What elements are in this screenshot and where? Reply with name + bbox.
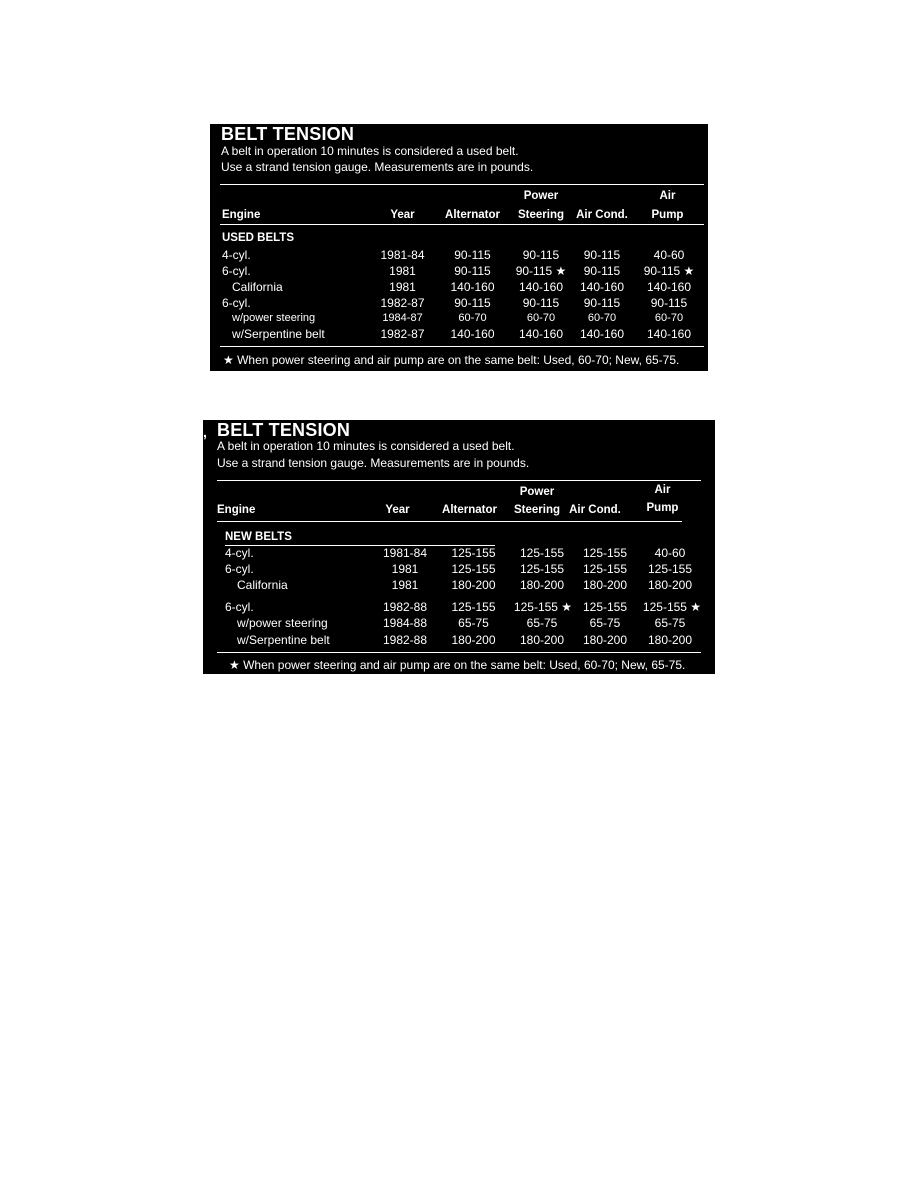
belt-tension-used-panel	[210, 124, 708, 371]
table-row	[203, 546, 715, 562]
cell-year: 1981	[391, 578, 419, 592]
table-row	[203, 633, 715, 649]
cell-engine: w/Serpentine belt	[237, 633, 330, 647]
table-row	[210, 312, 708, 328]
cell-engine: w/Serpentine belt	[232, 327, 325, 341]
cell-engine: California	[237, 578, 288, 592]
table-row	[210, 296, 708, 312]
cell-year: 1982-87	[380, 296, 425, 310]
cell-alternator: 140-160	[450, 327, 495, 341]
cell-air-cond: 125-155	[582, 546, 628, 560]
cell-engine: 6-cyl.	[225, 600, 254, 614]
cell-year: 1981	[389, 280, 416, 294]
top-divider	[220, 184, 704, 185]
footnote: ★ When power steering and air pump are on the same belt: Used, 60-70; New, 65-75.	[229, 658, 686, 672]
cell-year: 1982-88	[382, 633, 428, 647]
cell-year: 1982-88	[382, 600, 428, 614]
header-power-2: Steering	[513, 504, 560, 516]
header-divider	[220, 224, 704, 225]
cell-alternator: 180-200	[451, 633, 496, 647]
cell-air-cond: 90-115	[583, 264, 621, 278]
cell-power-steering: 180-200	[519, 633, 565, 647]
header-year: Year	[390, 209, 415, 221]
cell-engine: 4-cyl.	[225, 546, 254, 560]
cell-year: 1981-84	[382, 546, 428, 560]
cell-air-cond: 60-70	[587, 312, 617, 324]
note-line-2: Use a strand tension gauge. Measurements are in pounds.	[221, 160, 534, 174]
cell-engine: 6-cyl.	[225, 562, 254, 576]
header-power-2: Steering	[517, 209, 564, 221]
scan-mark: ,	[203, 424, 207, 440]
cell-power-steering: 180-200	[519, 578, 565, 592]
cell-year: 1981	[391, 562, 419, 576]
cell-air-pump: 40-60	[653, 248, 685, 262]
cell-power-steering: 90-115	[522, 248, 560, 262]
cell-air-cond: 180-200	[582, 578, 628, 592]
cell-air-pump: 40-60	[654, 546, 686, 560]
cell-alternator: 140-160	[450, 280, 495, 294]
header-alternator: Alternator	[445, 209, 500, 221]
cell-year: 1984-88	[382, 616, 428, 630]
table-row	[210, 248, 708, 264]
cell-power-steering: 125-155	[519, 562, 565, 576]
cell-air-pump: 140-160	[646, 327, 692, 341]
table-row	[203, 616, 715, 632]
cell-alternator: 180-200	[451, 578, 496, 592]
cell-air-cond: 140-160	[579, 327, 625, 341]
cell-air-pump: 90-115 ★	[643, 264, 695, 278]
header-air-cond: Air Cond.	[576, 209, 628, 221]
cell-power-steering: 125-155 ★	[513, 600, 573, 614]
note-line-2: Use a strand tension gauge. Measurements are in pounds.	[217, 456, 530, 470]
header-air-pump-2: Pump	[646, 502, 679, 514]
cell-alternator: 65-75	[458, 616, 489, 630]
cell-air-cond: 180-200	[582, 633, 628, 647]
panel-title: BELT TENSION	[221, 124, 355, 144]
cell-power-steering: 65-75	[526, 616, 558, 630]
header-air-cond: Air Cond.	[569, 504, 621, 516]
note-line-1: A belt in operation 10 minutes is considered a used belt.	[221, 144, 519, 158]
cell-air-cond: 90-115	[583, 248, 621, 262]
cell-air-cond: 125-155	[582, 600, 628, 614]
cell-engine: 6-cyl.	[222, 296, 251, 310]
panel-title: BELT TENSION	[217, 420, 351, 440]
footer-divider	[217, 652, 701, 653]
cell-alternator: 125-155	[451, 546, 496, 560]
section-label: NEW BELTS	[225, 531, 292, 543]
table-row	[210, 280, 708, 296]
header-air-pump-2: Pump	[651, 209, 684, 221]
cell-power-steering: 90-115	[522, 296, 560, 310]
cell-power-steering: 140-160	[518, 280, 564, 294]
cell-power-steering: 90-115 ★	[515, 264, 567, 278]
cell-alternator: 60-70	[458, 312, 487, 324]
cell-power-steering: 60-70	[526, 312, 556, 324]
cell-year: 1984-87	[382, 312, 423, 324]
header-power-1: Power	[519, 486, 555, 498]
cell-alternator: 90-115	[454, 296, 491, 310]
header-air-pump-1: Air	[659, 190, 676, 202]
header-engine: Engine	[217, 504, 256, 516]
footnote: ★ When power steering and air pump are on the same belt: Used, 60-70; New, 65-75.	[223, 353, 680, 367]
cell-air-pump: 125-155	[647, 562, 693, 576]
cell-air-pump: 60-70	[654, 312, 684, 324]
header-engine: Engine	[222, 209, 261, 221]
cell-engine: w/power steering	[237, 616, 328, 630]
cell-alternator: 125-155	[451, 600, 496, 614]
cell-engine: 4-cyl.	[222, 248, 251, 262]
cell-engine: California	[232, 280, 283, 294]
cell-air-pump: 140-160	[646, 280, 692, 294]
cell-alternator: 90-115	[454, 248, 491, 262]
header-air-pump-1: Air	[654, 484, 671, 496]
footer-divider	[220, 346, 704, 347]
cell-air-pump: 65-75	[654, 616, 686, 630]
cell-air-pump: 180-200	[647, 578, 693, 592]
cell-engine: 6-cyl.	[222, 264, 251, 278]
cell-air-cond: 140-160	[579, 280, 625, 294]
cell-air-cond: 90-115	[583, 296, 621, 310]
cell-year: 1982-87	[380, 327, 425, 341]
table-row	[203, 578, 715, 594]
note-line-1: A belt in operation 10 minutes is considered a used belt.	[217, 439, 515, 453]
cell-air-pump: 125-155 ★	[642, 600, 702, 614]
table-row	[210, 327, 708, 343]
cell-engine: w/power steering	[232, 312, 316, 324]
cell-air-cond: 65-75	[589, 616, 621, 630]
table-row	[203, 600, 715, 616]
belt-tension-new-panel	[203, 420, 715, 674]
cell-air-cond: 125-155	[582, 562, 628, 576]
cell-power-steering: 125-155	[519, 546, 565, 560]
cell-alternator: 90-115	[454, 264, 491, 278]
header-year: Year	[385, 504, 410, 516]
header-divider	[217, 521, 682, 522]
cell-power-steering: 140-160	[518, 327, 564, 341]
cell-alternator: 125-155	[451, 562, 496, 576]
cell-year: 1981	[389, 264, 416, 278]
header-alternator: Alternator	[442, 504, 497, 516]
table-row	[203, 562, 715, 578]
section-label: USED BELTS	[222, 232, 294, 244]
table-row	[210, 264, 708, 280]
cell-air-pump: 180-200	[647, 633, 693, 647]
top-divider	[217, 480, 701, 481]
cell-air-pump: 90-115	[650, 296, 688, 310]
header-power-1: Power	[523, 190, 559, 202]
cell-year: 1981-84	[380, 248, 425, 262]
